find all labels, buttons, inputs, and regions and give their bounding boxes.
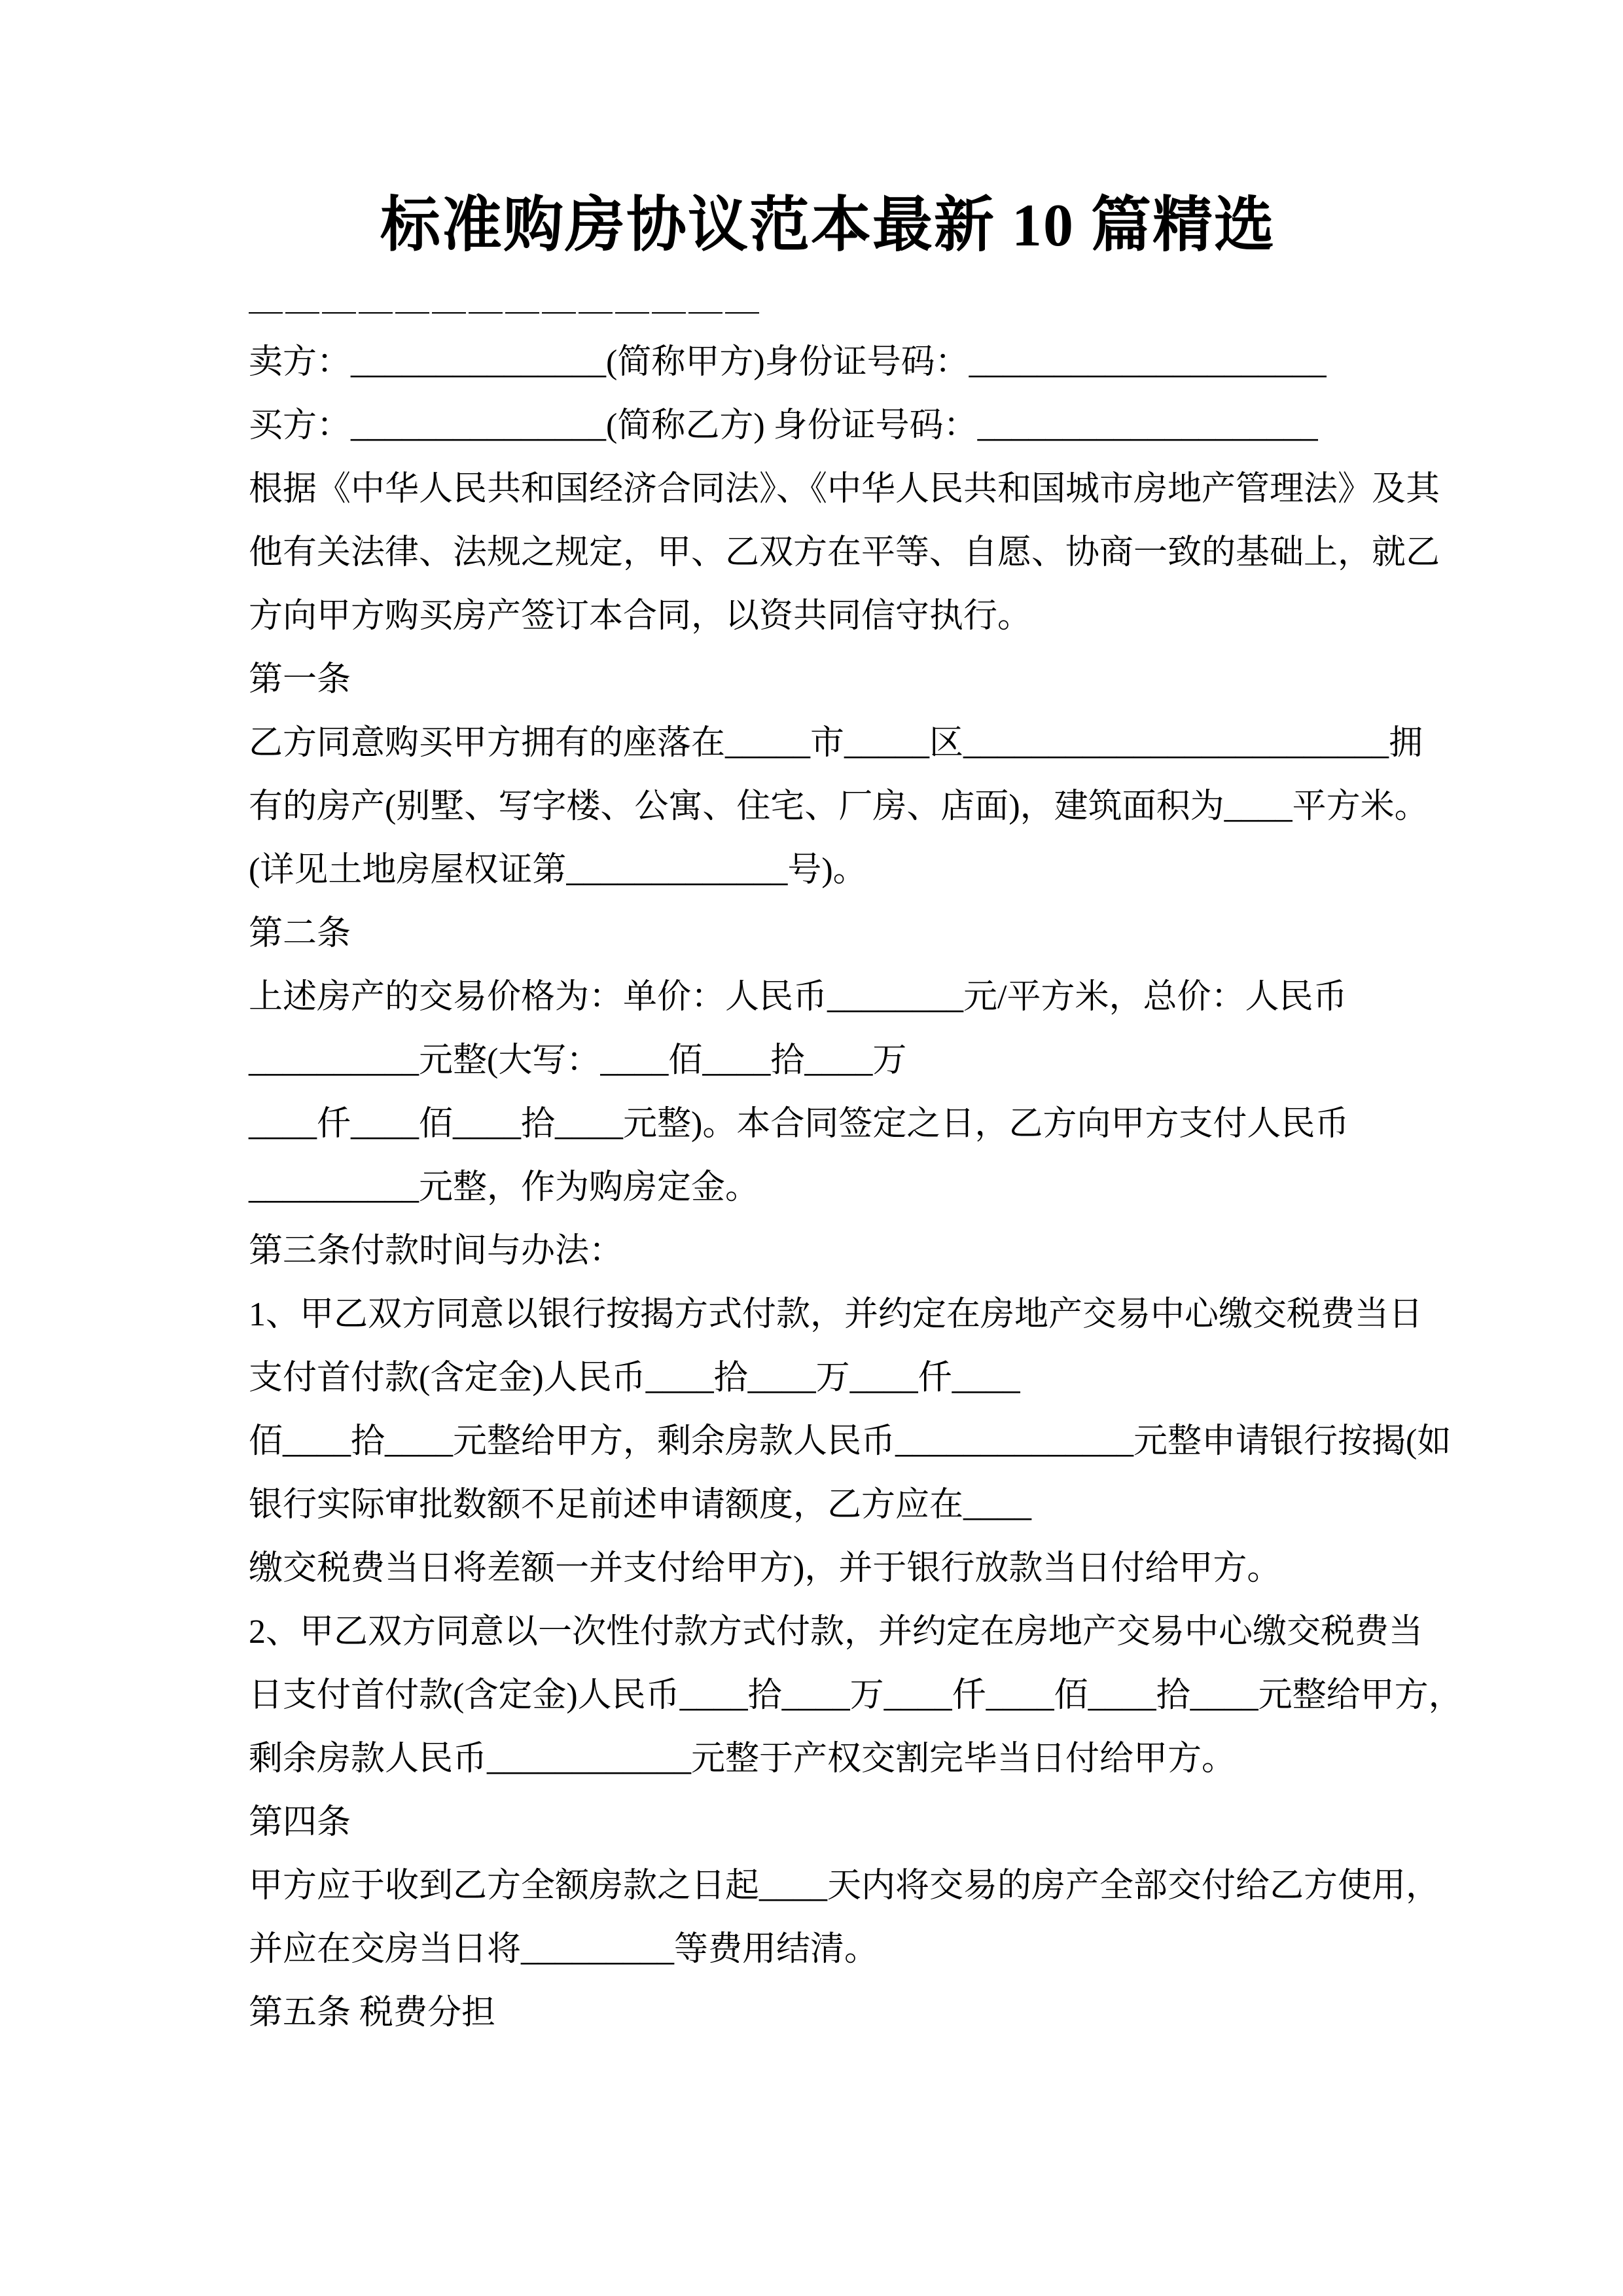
article-2-line-3: ____仟____佰____拾____元整)。本合同签定之日，乙方向甲方支付人民币 <box>249 1105 1349 1143</box>
article-2-heading: 第二条 <box>249 914 351 952</box>
article-3-item-1-line-1: 1、甲乙双方同意以银行按揭方式付款，并约定在房地产交易中心缴交税费当日 <box>249 1295 1423 1333</box>
document-title: 标准购房协议范本最新 10 篇精选 <box>380 192 1275 259</box>
buyer-line: 买方：_______________(简称乙方) 身份证号码：____________________ <box>249 406 1318 444</box>
article-3-item-2-line-2: 日支付首付款(含定金)人民币____拾____万____仟____佰____拾____元整给甲方， <box>249 1676 1463 1714</box>
article-2-line-1: 上述房产的交易价格为：单价：人民币________元/平方米，总价：人民币 <box>249 978 1347 1016</box>
seller-line: 卖方：_______________(简称甲方)身份证号码：_____________________ <box>249 343 1327 381</box>
article-3-heading: 第三条付款时间与办法： <box>249 1232 624 1270</box>
article-5-heading: 第五条 税费分担 <box>249 1994 496 2032</box>
article-1-heading: 第一条 <box>249 660 351 698</box>
article-4-heading: 第四条 <box>249 1803 351 1841</box>
article-3-item-2-line-1: 2、甲乙双方同意以一次性付款方式付款，并约定在房地产交易中心缴交税费当 <box>249 1613 1423 1651</box>
article-1-line-3: (详见土地房屋权证第_____________号)。 <box>249 851 867 889</box>
preamble-line-3: 方向甲方购买房产签订本合同，以资共同信守执行。 <box>249 597 1032 635</box>
article-3-item-1-line-4: 银行实际审批数额不足前述申请额度，乙方应在____ <box>249 1486 1032 1524</box>
article-4-line-2: 并应在交房当日将_________等费用结清。 <box>249 1930 879 1968</box>
article-3-item-1-line-5: 缴交税费当日将差额一并支付给甲方)，并于银行放款当日付给甲方。 <box>249 1549 1281 1587</box>
article-1-line-2: 有的房产(别墅、写字楼、公寓、住宅、厂房、店面)，建筑面积为____平方米。 <box>249 787 1429 825</box>
preamble-line-1: 根据《中华人民共和国经济合同法》、《中华人民共和国城市房地产管理法》及其 <box>249 470 1440 508</box>
article-2-line-2: __________元整(大写：____佰____拾____万 <box>249 1041 907 1079</box>
article-3-item-1-line-3: 佰____拾____元整给甲方，剩余房款人民币______________元整申请银行按揭(如 <box>249 1422 1452 1460</box>
article-4-line-1: 甲方应于收到乙方全额房款之日起____天内将交易的房产全部交付给乙方使用， <box>249 1867 1440 1905</box>
article-1-line-1: 乙方同意购买甲方拥有的座落在_____市_____区_________________________拥 <box>249 724 1423 762</box>
article-3-item-1-line-2: 支付首付款(含定金)人民币____拾____万____仟____ <box>249 1359 1020 1397</box>
preamble-line-2: 他有关法律、法规之规定，甲、乙双方在平等、自愿、协商一致的基础上，就乙 <box>249 533 1440 571</box>
article-2-line-4: __________元整，作为购房定金。 <box>249 1168 760 1206</box>
article-3-item-2-line-3: 剩余房款人民币____________元整于产权交割完毕当日付给甲方。 <box>249 1740 1236 1778</box>
title-underline: ＿＿＿＿＿＿＿＿＿＿＿＿＿＿ <box>249 279 762 317</box>
